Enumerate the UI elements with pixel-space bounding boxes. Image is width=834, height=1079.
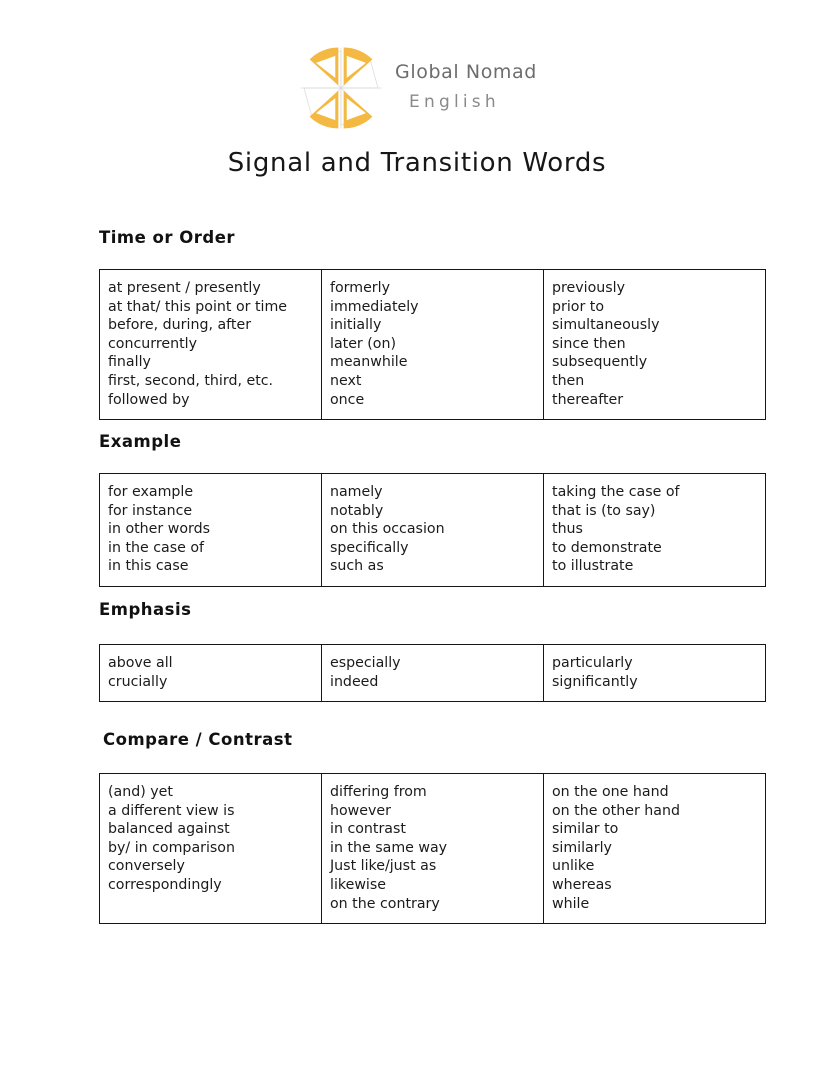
word-item: in contrast (330, 821, 406, 838)
brand-name-secondary: English (409, 92, 500, 113)
word-item: next (330, 372, 362, 389)
word-item: particularly (552, 655, 633, 671)
word-item: in the same way (330, 839, 448, 856)
table-cell-column-2 (322, 270, 544, 420)
table-cell-column-1 (100, 270, 322, 420)
word-item: by/ in comparison (108, 839, 235, 856)
word-item: likewise (330, 876, 386, 893)
word-item: in the case of (108, 539, 205, 556)
section-heading: Emphasis (99, 600, 192, 619)
word-item: to demonstrate (552, 539, 662, 556)
word-item: correspondingly (108, 876, 222, 893)
word-item: Just like/just as (330, 858, 437, 875)
word-item: meanwhile (330, 354, 408, 371)
word-item: on the other hand (552, 802, 680, 819)
word-item: that is (to say) (552, 502, 656, 519)
word-item: similar to (552, 821, 619, 838)
word-item: notably (330, 502, 384, 519)
table-row (100, 774, 766, 924)
word-item: significantly (552, 673, 638, 690)
table-cell-column-1 (100, 645, 322, 702)
word-item: above all (108, 655, 173, 671)
word-item: on this occasion (330, 521, 445, 538)
word-item: then (552, 372, 585, 389)
word-item: prior to (552, 298, 605, 315)
section-emphasis (0, 600, 834, 702)
word-item: thus (552, 521, 583, 538)
page-title: Signal and Transition Words (227, 148, 607, 178)
word-table (99, 644, 766, 702)
word-item: immediately (330, 298, 419, 315)
word-item: differing from (330, 784, 427, 800)
brand-name-primary: Global Nomad (395, 61, 537, 84)
table-row (100, 645, 766, 702)
word-item: finally (108, 354, 151, 371)
word-item: once (330, 391, 365, 408)
table-cell-column-2 (322, 645, 544, 702)
word-item: namely (330, 484, 383, 500)
section-heading: Compare / Contrast (103, 730, 293, 749)
word-table (99, 269, 766, 420)
word-item: similarly (552, 839, 612, 856)
section-compare-contrast (0, 730, 834, 924)
word-item: (and) yet (108, 784, 173, 800)
brand-logo-text (395, 52, 537, 124)
word-item: at that/ this point or time (108, 298, 288, 315)
word-item: in other words (108, 521, 211, 538)
word-item: crucially (108, 673, 168, 690)
table-cell-column-2 (322, 774, 544, 924)
word-item: on the one hand (552, 784, 669, 800)
word-item: thereafter (552, 391, 624, 408)
word-item: initially (330, 317, 382, 334)
section-heading: Time or Order (99, 228, 236, 247)
word-item: taking the case of (552, 484, 680, 500)
word-item: whereas (552, 876, 612, 893)
brand-logo (0, 40, 834, 135)
word-item: for instance (108, 502, 193, 519)
word-item: at present / presently (108, 280, 261, 296)
word-item: while (552, 895, 590, 912)
word-item: specifically (330, 539, 409, 556)
table-cell-column-3 (544, 270, 766, 420)
word-table (99, 473, 766, 587)
word-item: conversely (108, 858, 185, 875)
word-item: indeed (330, 673, 379, 690)
table-cell-column-1 (100, 774, 322, 924)
word-item: on the contrary (330, 895, 440, 912)
word-item: concurrently (108, 335, 197, 352)
word-item: in this case (108, 558, 189, 575)
compass-logo-icon (297, 44, 385, 132)
word-item: first, second, third, etc. (108, 372, 274, 389)
table-cell-column-1 (100, 474, 322, 587)
word-item: such as (330, 558, 384, 575)
word-item: later (on) (330, 335, 397, 352)
word-item: unlike (552, 858, 595, 875)
table-row (100, 474, 766, 587)
section-time-or-order (0, 228, 834, 420)
table-row (100, 270, 766, 420)
table-cell-column-3 (544, 474, 766, 587)
word-item: subsequently (552, 354, 648, 371)
table-cell-column-2 (322, 474, 544, 587)
word-item: simultaneously (552, 317, 660, 334)
word-item: since then (552, 335, 626, 352)
word-item: a different view is (108, 802, 235, 819)
word-item: balanced against (108, 821, 230, 838)
word-table (99, 773, 766, 924)
word-item: especially (330, 655, 401, 671)
word-item: before, during, after (108, 317, 252, 334)
table-cell-column-3 (544, 645, 766, 702)
word-item: however (330, 802, 391, 819)
word-item: previously (552, 280, 625, 296)
section-heading: Example (99, 432, 182, 451)
section-example (0, 432, 834, 587)
word-item: to illustrate (552, 558, 634, 575)
word-item: for example (108, 484, 194, 500)
table-cell-column-3 (544, 774, 766, 924)
word-item: formerly (330, 280, 390, 296)
word-item: followed by (108, 391, 190, 408)
